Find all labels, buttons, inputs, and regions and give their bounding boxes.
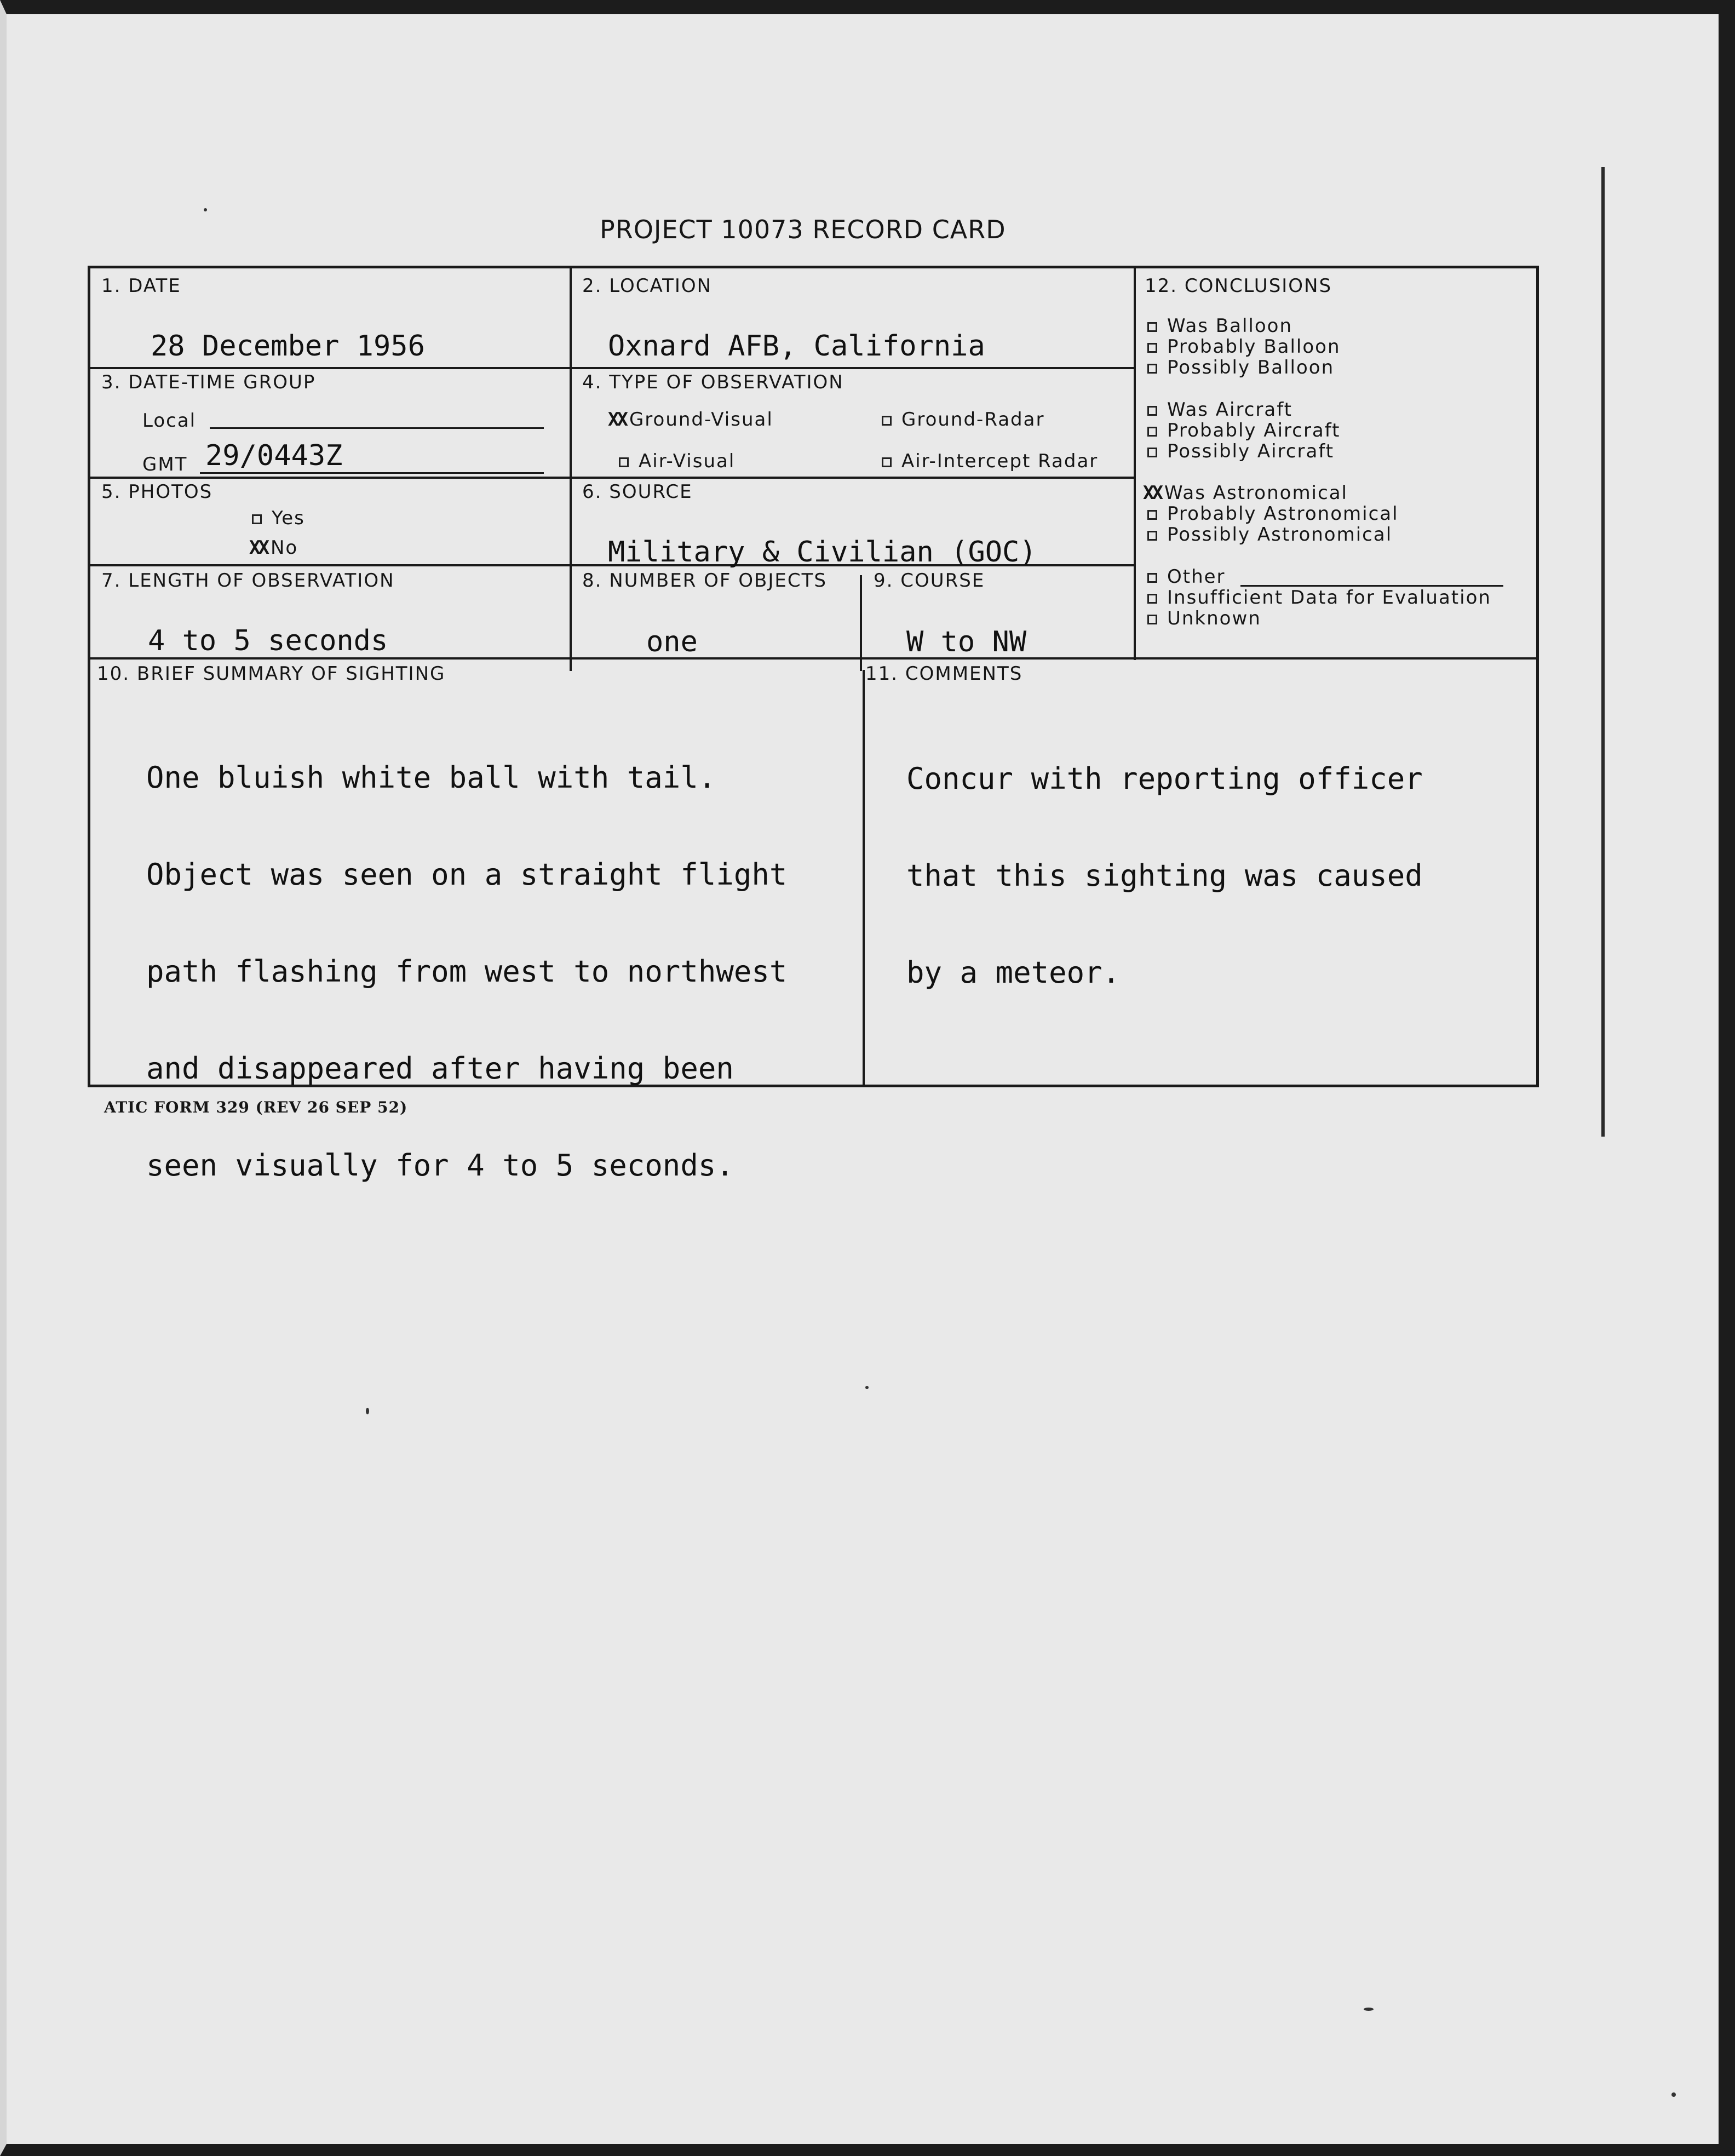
ground-radar-option	[882, 409, 1044, 431]
checkbox	[1147, 510, 1157, 520]
conclusion-possibly-aircraft	[1147, 440, 1334, 462]
objects-value: one	[646, 626, 698, 658]
conclusion-label: Insufficient Data for Evaluation	[1167, 587, 1491, 609]
ground-radar-label: Ground-Radar	[901, 409, 1045, 431]
gmt-value: 29/0443Z	[205, 439, 343, 472]
local-line	[210, 427, 544, 429]
comments-line: Concur with reporting officer	[906, 761, 1423, 796]
conclusion-label: Possibly Astronomical	[1167, 524, 1393, 546]
divider	[570, 268, 572, 671]
checkbox	[882, 457, 892, 467]
length-value: 4 to 5 seconds	[148, 624, 388, 657]
summary-line: path flashing from west to northwest	[146, 954, 788, 989]
photos-yes-label: Yes	[272, 507, 305, 529]
checkbox	[1147, 531, 1157, 541]
checkbox	[1147, 615, 1157, 624]
conclusions-label: 12. CONCLUSIONS	[1145, 275, 1332, 297]
observation-type-label: 4. TYPE OF OBSERVATION	[582, 371, 844, 393]
source-label: 6. SOURCE	[582, 481, 693, 503]
date-label: 1. DATE	[101, 275, 181, 297]
conclusion-possibly-astronomical	[1147, 524, 1392, 546]
conclusion-label: Possibly Aircraft	[1167, 440, 1335, 462]
conclusion-possibly-balloon	[1147, 357, 1334, 379]
gmt-line	[200, 472, 544, 474]
summary-line: One bluish white ball with tail.	[146, 760, 716, 795]
summary-line: Object was seen on a straight flight	[146, 857, 788, 892]
checkbox	[1147, 594, 1157, 604]
date-value: 28 December 1956	[151, 330, 425, 363]
conclusion-label: Was Aircraft	[1167, 399, 1292, 421]
checkbox	[1147, 573, 1157, 583]
conclusion-label: Probably Aircraft	[1167, 420, 1341, 441]
course-label: 9. COURSE	[874, 570, 985, 592]
location-label: 2. LOCATION	[582, 275, 713, 297]
conclusion-was-balloon	[1147, 315, 1292, 337]
conclusion-probably-astronomical	[1147, 503, 1399, 525]
conclusion-label: Probably Balloon	[1167, 336, 1341, 358]
divider	[90, 367, 1134, 369]
source-value: Military & Civilian (GOC)	[608, 536, 1037, 569]
conclusion-label: Unknown	[1167, 607, 1261, 629]
course-value: W to NW	[906, 626, 1027, 658]
checkbox	[1147, 343, 1157, 353]
air-visual-option	[619, 450, 735, 472]
local-label: Local	[142, 410, 197, 432]
summary-line: and disappeared after having been	[146, 1051, 734, 1086]
air-intercept-label: Air-Intercept Radar	[901, 450, 1099, 472]
page-edge-line	[1601, 167, 1605, 1137]
checkbox	[252, 514, 262, 524]
comments-text	[906, 698, 1423, 1053]
comments-line: by a meteor.	[906, 955, 1121, 990]
location-value: Oxnard AFB, California	[608, 330, 985, 363]
photos-yes-option	[252, 507, 305, 529]
dust-speck	[366, 1408, 369, 1414]
conclusion-label: Probably Astronomical	[1167, 503, 1399, 525]
objects-label: 8. NUMBER OF OBJECTS	[582, 570, 827, 592]
conclusion-insufficient	[1147, 587, 1491, 609]
dust-speck	[1364, 2008, 1374, 2011]
card-title: PROJECT 10073 RECORD CARD	[600, 215, 1006, 244]
dust-speck	[204, 208, 207, 211]
checkbox	[882, 416, 892, 426]
ground-visual-label: Ground-Visual	[629, 409, 773, 431]
length-label: 7. LENGTH OF OBSERVATION	[101, 570, 395, 592]
air-intercept-option	[882, 450, 1098, 472]
form-number-footer: ATIC FORM 329 (REV 26 SEP 52)	[104, 1098, 408, 1116]
conclusion-probably-aircraft	[1147, 420, 1340, 441]
conclusion-other	[1147, 566, 1226, 588]
summary-label: 10. BRIEF SUMMARY OF SIGHTING	[97, 663, 446, 685]
air-visual-label: Air-Visual	[639, 450, 736, 472]
dust-speck	[865, 1386, 869, 1389]
conclusion-unknown	[1147, 607, 1261, 629]
photos-no-option	[249, 537, 298, 559]
dust-speck	[1671, 2092, 1676, 2097]
divider	[90, 477, 1134, 479]
checkbox	[619, 457, 629, 467]
conclusion-probably-balloon	[1147, 336, 1341, 358]
conclusion-label: Other	[1167, 566, 1226, 588]
comments-line: that this sighting was caused	[906, 858, 1423, 893]
divider	[1134, 268, 1136, 660]
divider	[90, 657, 1536, 660]
checkbox	[1147, 406, 1157, 416]
dtg-label: 3. DATE-TIME GROUP	[101, 371, 316, 393]
check-mark: XX	[608, 409, 626, 431]
comments-label: 11. COMMENTS	[865, 663, 1023, 685]
ground-visual-option	[608, 409, 773, 431]
divider	[860, 575, 862, 671]
summary-line: seen visually for 4 to 5 seconds.	[146, 1148, 734, 1183]
checkbox	[1147, 322, 1157, 332]
checkbox	[1147, 364, 1157, 374]
summary-text	[146, 697, 787, 1246]
conclusion-label: Possibly Balloon	[1167, 357, 1335, 379]
check-mark: XX	[249, 537, 267, 559]
conclusion-was-astronomical	[1143, 482, 1348, 504]
photos-label: 5. PHOTOS	[101, 481, 213, 503]
photos-no-label: No	[270, 537, 298, 559]
conclusion-was-aircraft	[1147, 399, 1292, 421]
divider	[863, 670, 865, 1087]
gmt-label: GMT	[142, 454, 188, 475]
check-mark: XX	[1143, 482, 1161, 504]
checkbox	[1147, 448, 1157, 457]
conclusion-label: Was Balloon	[1167, 315, 1293, 337]
checkbox	[1147, 427, 1157, 437]
conclusion-label: Was Astronomical	[1164, 482, 1348, 504]
